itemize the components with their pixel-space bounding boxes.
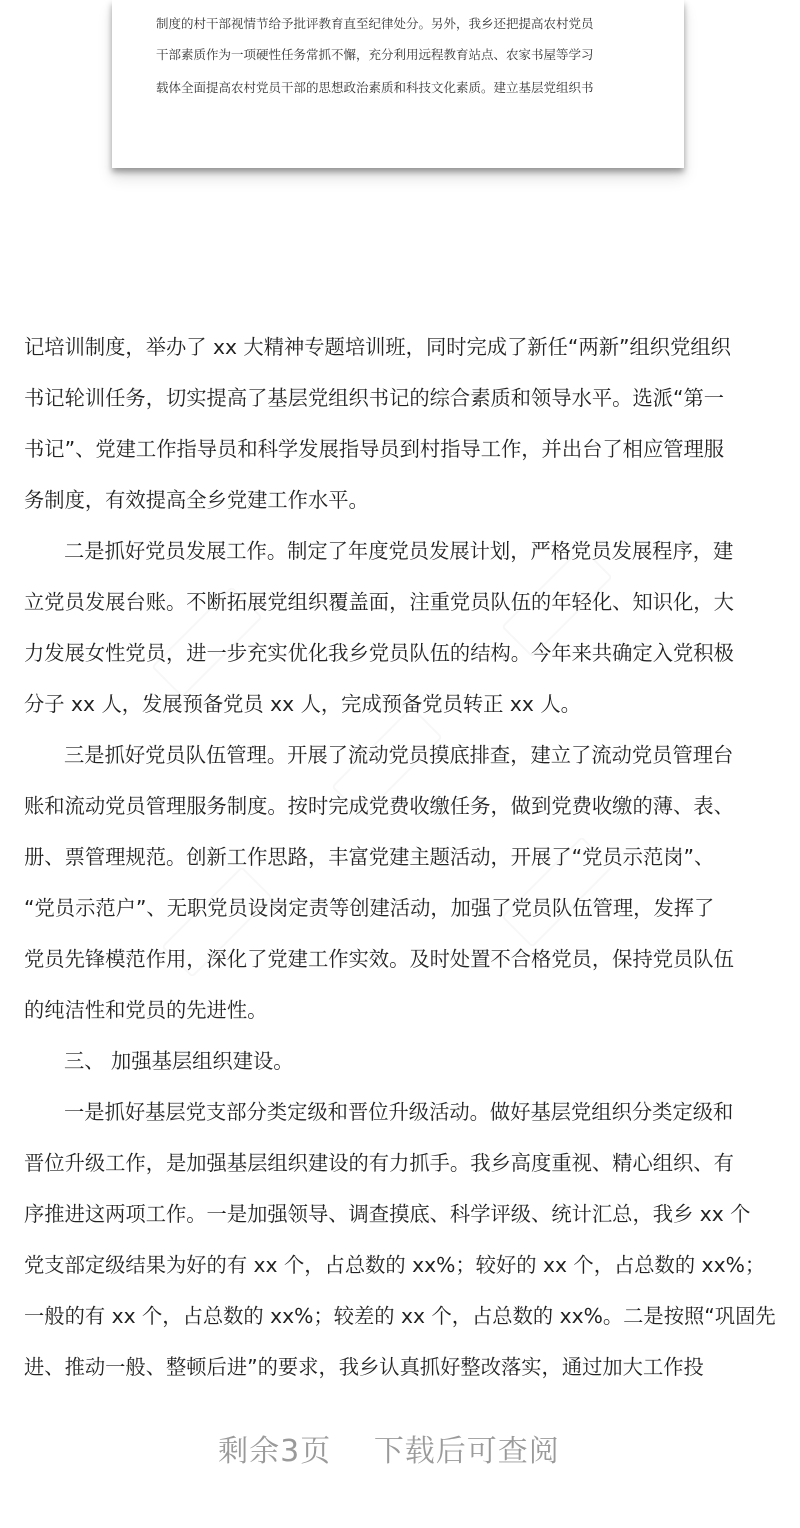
download-prompt[interactable]: [0, 1426, 778, 1470]
text-line: 账和流动党员管理服务制度。按时完成党费收缴任务，做到党费收缴的薄、表、: [24, 794, 734, 818]
text-line: 分子 xx 人，发展预备党员 xx 人，完成预备党员转正 xx 人。: [24, 692, 581, 716]
text-line: 晋位升级工作，是加强基层组织建设的有力抓手。我乡高度重视、精心组织、有: [24, 1151, 734, 1175]
text-line: 务制度，有效提高全乡党建工作水平。: [24, 488, 369, 512]
paragraph-start: 一是抓好基层党支部分类定级和晋位升级活动。做好基层党组织分类定级和: [64, 1100, 734, 1124]
paragraph-start: 二是抓好党员发展工作。制定了年度党员发展计划，严格党员发展程序，建: [64, 539, 734, 563]
paragraph-start: 三是抓好党员队伍管理。开展了流动党员摸底排查，建立了流动党员管理台: [64, 743, 734, 767]
section-heading: 三、 加强基层组织建设。: [64, 1049, 294, 1073]
text-line: 立党员发展台账。不断拓展党组织覆盖面，注重党员队伍的年轻化、知识化，大: [24, 590, 734, 614]
text-line: 册、票管理规范。创新工作思路，丰富党建主题活动，开展了“党员示范岗”、: [24, 845, 715, 869]
preview-line: 制度的村干部视情节给予批评教育直至纪律处分。另外，我乡还把提高农村党员: [156, 16, 594, 31]
remaining-pages-label: 剩余3页: [218, 1434, 332, 1469]
text-line: 序推进这两项工作。一是加强领导、调查摸底、科学评级、统计汇总，我乡 xx 个: [24, 1202, 751, 1226]
preview-line: 载体全面提高农村党员干部的思想政治素质和科技文化素质。建立基层党组织书: [156, 80, 594, 95]
text-line: 党支部定级结果为好的有 xx 个，占总数的 xx%；较好的 xx 个，占总数的 xx%；: [24, 1253, 766, 1277]
text-line: 记培训制度，举办了 xx 大精神专题培训班，同时完成了新任“两新”组织党组织: [24, 335, 731, 359]
text-line: 党员先锋模范作用，深化了党建工作实效。及时处置不合格党员，保持党员队伍: [24, 947, 734, 971]
text-line: “党员示范户”、无职党员设岗定责等创建活动，加强了党员队伍管理，发挥了: [24, 896, 715, 920]
document-body: [24, 322, 784, 1393]
preview-line: 干部素质作为一项硬性任务常抓不懈，充分利用远程教育站点、农家书屋等学习: [156, 47, 594, 62]
text-line: 的纯洁性和党员的先进性。: [24, 998, 268, 1022]
text-line: 书记”、党建工作指导员和科学发展指导员到村指导工作，并出台了相应管理服: [24, 437, 725, 461]
text-line: 进、推动一般、整顿后进”的要求，我乡认真抓好整改落实，通过加大工作投: [24, 1355, 704, 1379]
text-line: 力发展女性党员，进一步充实优化我乡党员队伍的结构。今年来共确定入党积极: [24, 641, 734, 665]
download-to-view-label: 下载后可查阅: [373, 1434, 560, 1469]
preview-card: [112, 0, 684, 168]
text-line: 书记轮训任务，切实提高了基层党组织书记的综合素质和领导水平。选派“第一: [24, 386, 725, 410]
text-line: 一般的有 xx 个，占总数的 xx%；较差的 xx 个，占总数的 xx%。二是按照“巩固先: [24, 1304, 776, 1328]
